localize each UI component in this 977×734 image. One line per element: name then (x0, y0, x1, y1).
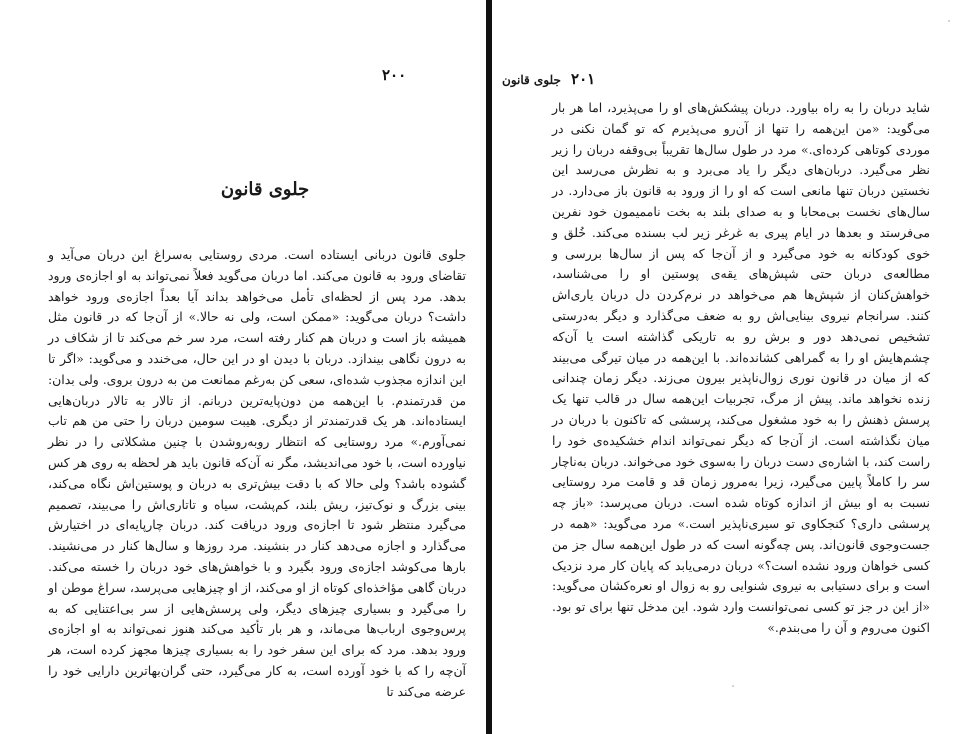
scan-speck (732, 685, 734, 687)
paragraph: جلوی قانون دربانی ایستاده است. مردی روستایی به‌سراغ این دربان می‌آید و تقاضای ورود به قانون می‌کند. اما دربان می‌گوید فعلاً نمی‌تواند به او اجازه‌ی ورود بدهد. مرد پس از لحظه‌ای تأمل می‌خواهد بداند آیا بعداً اجازه‌ی ورود خواهد داشت؟ دربان می‌گوید: «ممکن است، ولی نه حالا.» از آن‌جا که در قانون مثل همیشه باز است و دربان هم کنار رفته است، مرد سر خم می‌کند تا از شکاف در به درون نگاهی بیندازد. دربان با دیدن او در این حال، می‌خندد و می‌گوید: «اگر تا این اندازه مجذوب شده‌ای، سعی کن به‌رغم ممانعت من به درون بروی. ولی بدان: من قدرتمندم. با این‌همه من دون‌پایه‌ترین دربانم. از تالار به تالار دربان‌هایی ایستاده‌اند. هر یک قدرتمندتر از دیگری. هیبت سومین دربان را حتی من هم تاب نمی‌آورم.» مرد روستایی که انتظار روبه‌روشدن با چنین مشکلاتی را در نظر نیاورده است، با خود می‌اندیشد، مگر نه آن‌که قانون باید هر لحظه به روی هر کس گشوده باشد؟ ولی حالا که با دقت بیش‌تری به دربان و پوستین‌اش نگاه می‌کند، بینی بزرگ و نوک‌تیز، ریش بلند، کم‌پشت، سیاه و تاتاری‌اش را می‌بیند، تصمیم می‌گیرد منتظر شود تا اجازه‌ی ورود دریافت کند. دربان چارپایه‌ای در اختیارش می‌گذارد و اجازه می‌دهد کنار در بنشیند. مرد روزها و سال‌ها کنار در می‌نشیند. بارها می‌کوشد اجازه‌ی ورود بگیرد و با خواهش‌های خود دربان را خسته می‌کند. دربان گاهی مؤاخذه‌ای کوتاه از او می‌کند، از او چیزهایی می‌پرسد، سراغ موطن او را می‌گیرد و بسیاری چیزهای دیگر، ولی پرسش‌هایی از سر بی‌اعتنایی که به پرس‌وجوی ارباب‌ها می‌ماند، و هر بار تأکید می‌کند هنوز نمی‌تواند به او اجازه‌ی ورود بدهد. مرد که برای این سفر خود را به بسیاری چیزها مجهز کرده است، هر آن‌چه را که با خود آورده است، به کار می‌گیرد، حتی گران‌بهاترین دارایی خود را عرضه می‌کند تا (48, 247, 466, 699)
running-header (502, 70, 932, 90)
left-page (0, 0, 486, 734)
right-page-body (552, 98, 930, 639)
scan-speck (948, 20, 950, 22)
right-page (492, 0, 977, 734)
page-number: ۲۰۱ (571, 70, 596, 88)
left-page-body (48, 245, 466, 703)
chapter-title: جلوی قانون (220, 179, 310, 200)
page-number: ۲۰۰ (382, 66, 407, 84)
paragraph: شاید دربان را به راه بیاورد. دربان پیشکش‌های او را می‌پذیرد، اما هر بار می‌گوید: «من این‌همه را تنها از آن‌رو می‌پذیرم که تو گمان نکنی در موردی کوتاهی کرده‌ای.» مرد در طول سال‌ها تقریباً بی‌وقفه دربان را زیر نظر می‌گیرد. دربان‌های دیگر را یاد می‌برد و به نظرش می‌رسد این نخستین دربان تنها مانعی است که او را از ورود به قانون باز می‌دارد. در سال‌های نخست بی‌محابا و به صدای بلند به بخت ناممیمون خود نفرین می‌فرستد و بعدها در ایام پیری به غرغر زیر لب بسنده می‌کند. خُلق و خوی کودکانه به خود می‌گیرد و از آن‌جا که پس از سال‌ها بررسی و مطالعه‌ی دربان حتی شپش‌های یقه‌ی پوستین او را می‌شناسد، خواهش‌کنان از شپش‌ها هم می‌خواهد در نرم‌کردن دل دربان یاری‌اش کنند. سرانجام نیروی بینایی‌اش رو به ضعف می‌گذارد و دیگر به‌درستی تشخیص نمی‌دهد دور و برش رو به تاریکی گذاشته است یا آن‌که چشم‌هایش او را به گمراهی کشانده‌اند. با این‌همه در میان تیرگی می‌بیند که از میان در قانون نوری زوال‌ناپذیر بیرون می‌زند. دیگر زمان چندانی زنده نخواهد ماند. پیش از مرگ، تجربیات این‌همه سال در قالب تنها یک پرسش ذهنش را به خود مشغول می‌کند، پرسشی که تاکنون با دربان در میان نگذاشته است. از آن‌جا که دیگر نمی‌تواند اندام خشکیده‌ی خود را راست کند، با اشاره‌ی دست دربان را به‌سوی خود می‌خواند. دربان به‌ناچار سر را کاملاً پایین می‌گیرد، زیرا به‌مرور زمان قد و قامت مرد روستایی نسبت به او بیش از اندازه کوتاه شده است. دربان می‌پرسد: «باز چه پرسشی داری؟ کنجکاوی تو سیری‌ناپذیر است.» مرد می‌گوید: «همه در جست‌وجوی قانون‌اند. پس چه‌گونه است که در طول این‌همه سال جز من کسی خواهان ورود نشده است؟» دربان درمی‌یابد که پایان کار مرد نزدیک است و برای دستیابی به نیروی شنوایی رو به زوال او نعره‌کشان می‌گوید: «از این در جز تو کسی نمی‌توانست وارد شود. این مدخل تنها برای تو بود. اکنون می‌روم و آن را می‌بندم.» (552, 100, 930, 635)
running-title: جلوی قانون (502, 73, 561, 87)
